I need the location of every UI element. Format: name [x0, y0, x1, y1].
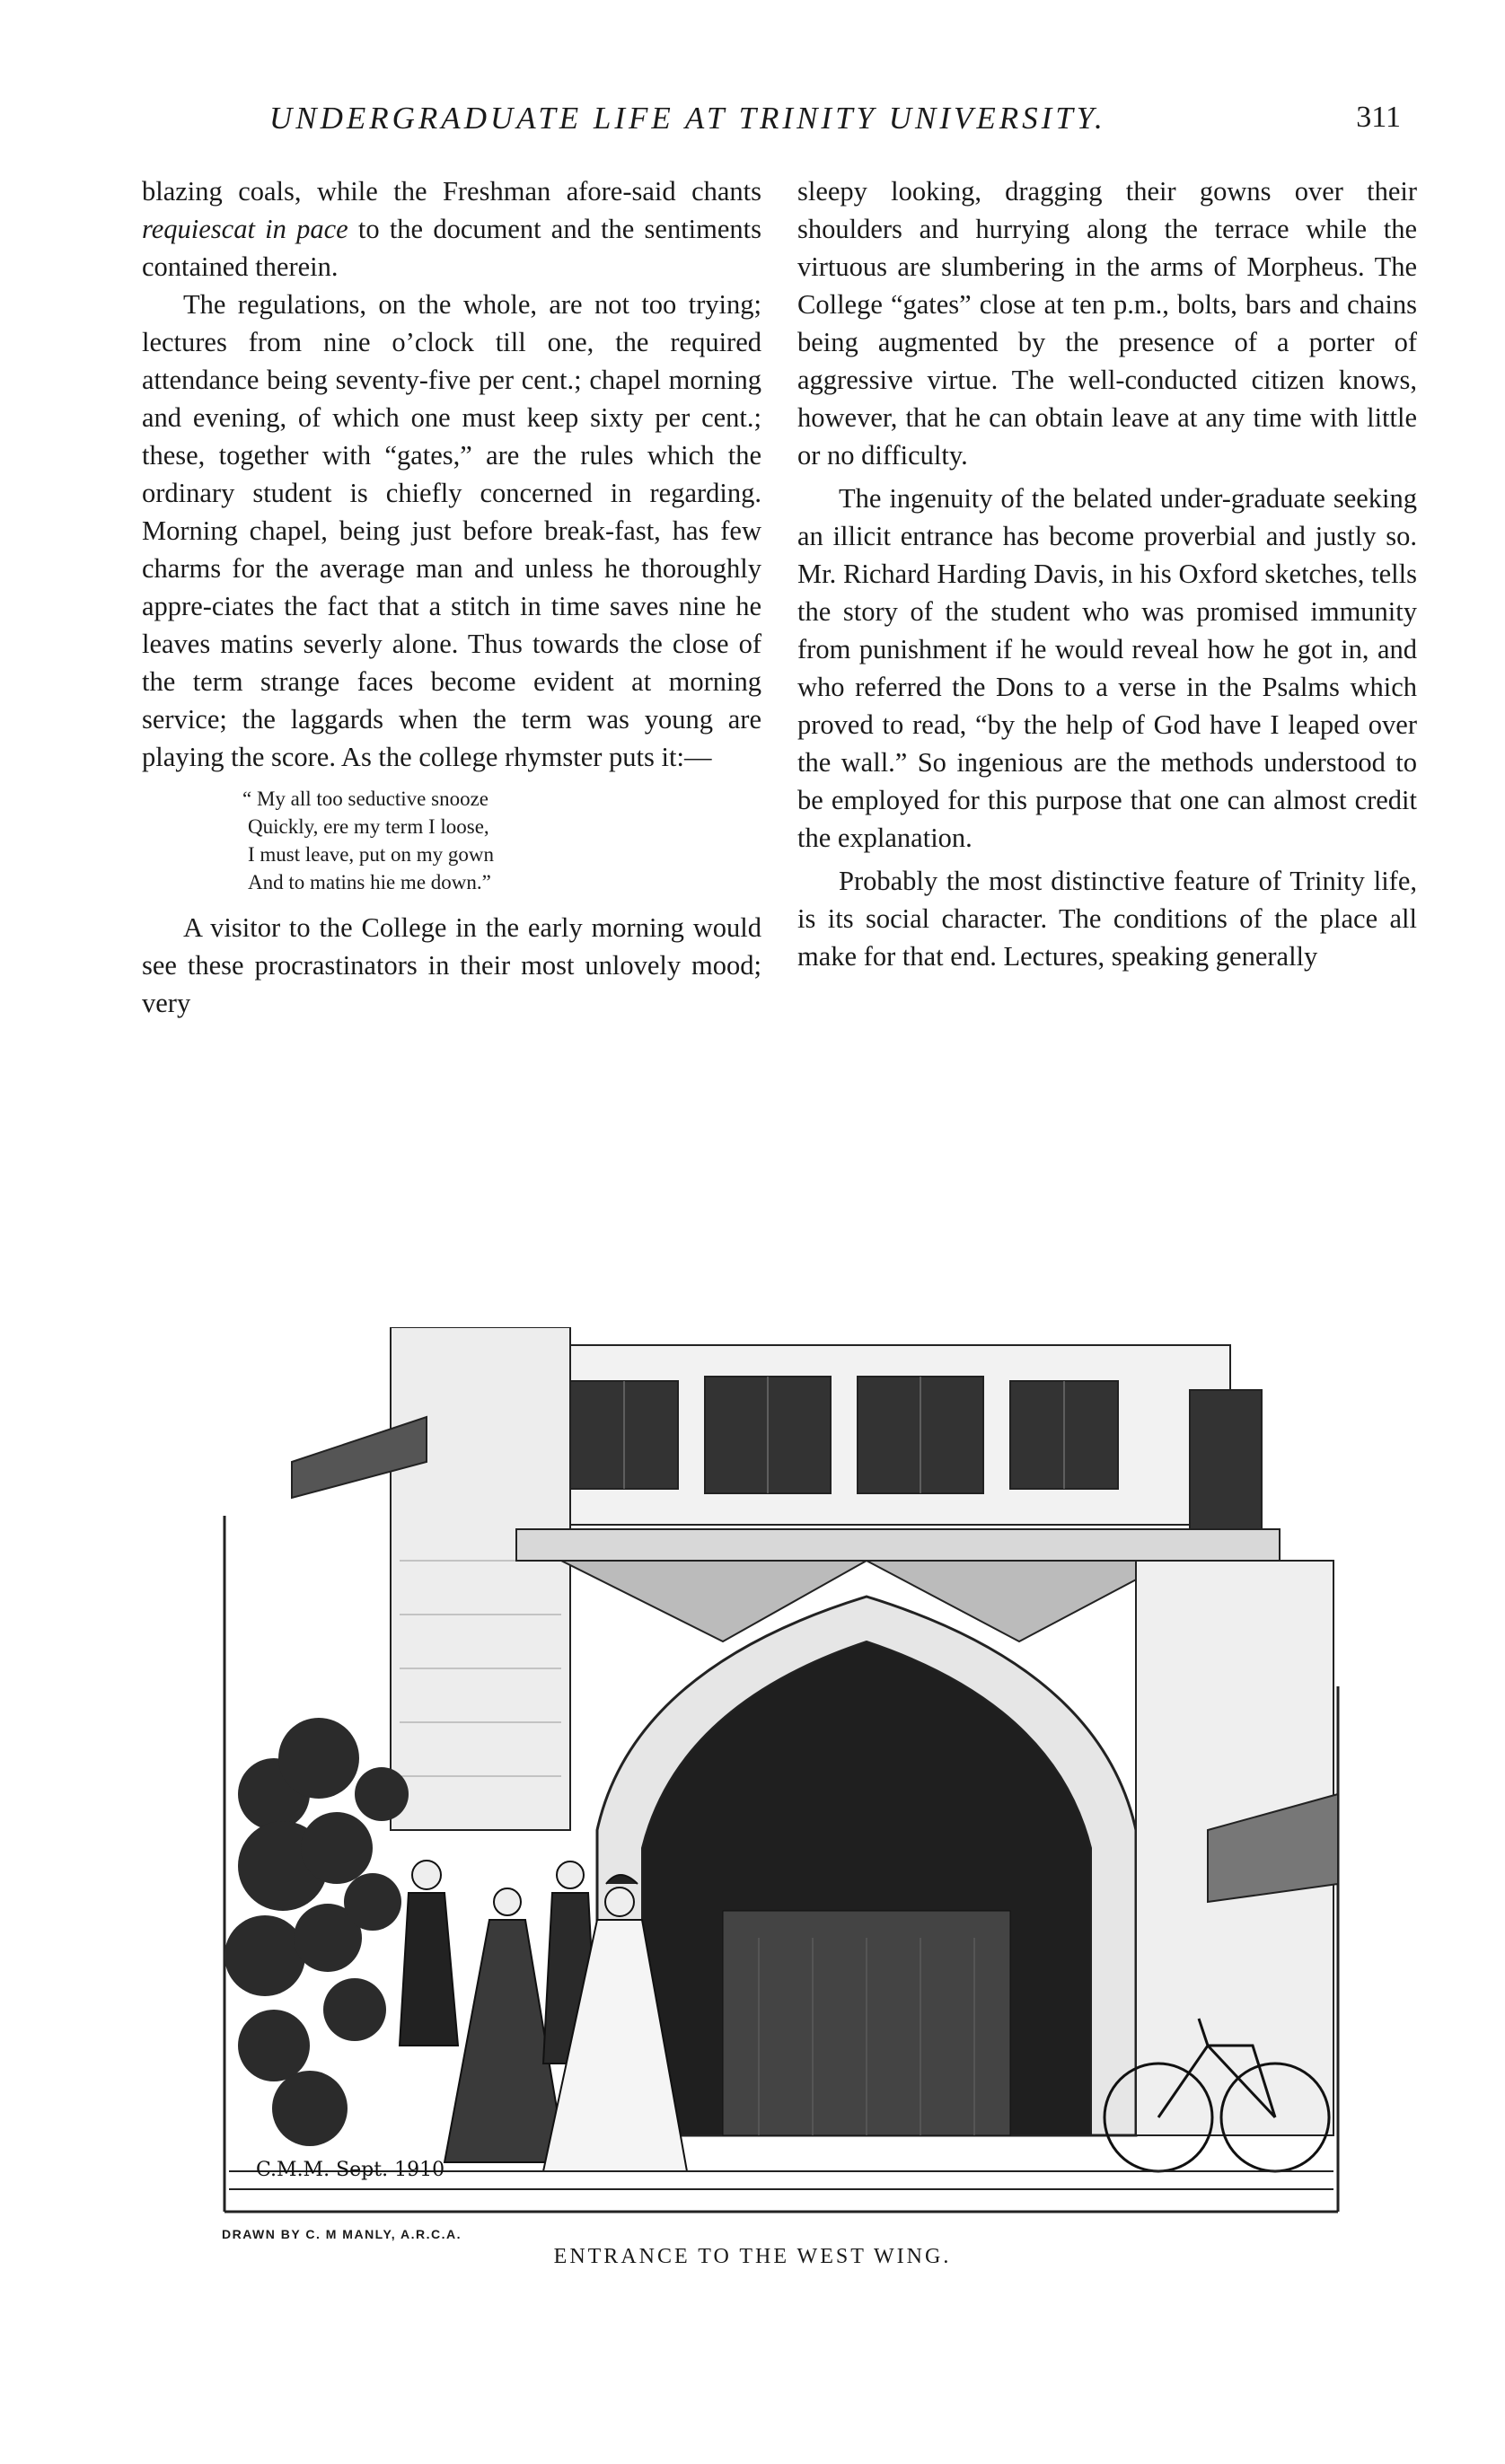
pen-drawing: [220, 1327, 1347, 2216]
illustration-entrance: [220, 1327, 1347, 2216]
verse-line: I must leave, put on my gown: [248, 843, 495, 866]
running-title: UNDERGRADUATE LIFE AT TRINITY UNIVERSITY.: [269, 101, 1106, 136]
paragraph: blazing coals, while the Freshman afore-said chants requiescat in pace to the document and the sentiments contained therein.: [142, 176, 762, 282]
page-header: [269, 101, 1401, 154]
paragraph: The regulations, on the whole, are not too trying; lectures from nine o’clock till one, the required attendance being seventy-five per cent.; chapel morning and evening, of which one must keep sixty per cent.; these, together with “gates,” are the rules which the ordinary student is chiefly concerned in regarding. Morning chapel, being just before break-fast, has few charms for the average man and unless he thoroughly appre-ciates the fact that a stitch in time saves nine he leaves matins severly alone. Thus towards the close of the term strange faces become evident at morning service; the laggards when the term was young are playing the score. As the college rhymster puts it:—: [142, 289, 761, 772]
artist-signature: C.M.M. Sept. 1910: [256, 2159, 445, 2181]
verse-quote: [242, 785, 761, 896]
page-number: 311: [1356, 101, 1401, 134]
verse-line: Quickly, ere my term I loose,: [248, 815, 489, 838]
left-column: [142, 172, 761, 1022]
verse-line: And to matins hie me down.”: [248, 871, 491, 893]
paragraph: sleepy looking, dragging their gowns over their shoulders and hurrying along the terrace while the virtuous are slumbering in the arms of Morpheus. The College “gates” close at ten p.m., bolts, bars and chains being augmented by the presence of a porter of aggressive virtue. The well-conducted citizen knows, however, that he can obtain leave at any time with little or no difficulty.: [797, 176, 1417, 471]
illustration-credit: DRAWN BY C. M MANLY, A.R.C.A.: [222, 2227, 462, 2241]
paragraph: A visitor to the College in the early morning would see these procrastinators in their most unlovely mood; very: [142, 912, 761, 1018]
paragraph: The ingenuity of the belated under-graduate seeking an illicit entrance has become proverbial and justly so. Mr. Richard Harding Davis, in his Oxford sketches, tells the story of the student who was promised immunity from punishment if he would reveal how he got in, and who referred the Dons to a verse in the Psalms which proved to read, “by the help of God have I leaped over the wall.” So ingenious are the methods understood to be employed for this purpose that one can almost credit the explanation.: [797, 483, 1417, 853]
right-column: [797, 172, 1417, 975]
figure-caption: ENTRANCE TO THE WEST WING.: [553, 2245, 952, 2268]
verse-line: “ My all too seductive snooze: [242, 788, 489, 810]
paragraph: Probably the most distinctive feature of Trinity life, is its social character. The conditions of the place all make for that end. Lectures, speaking generally: [797, 866, 1417, 972]
